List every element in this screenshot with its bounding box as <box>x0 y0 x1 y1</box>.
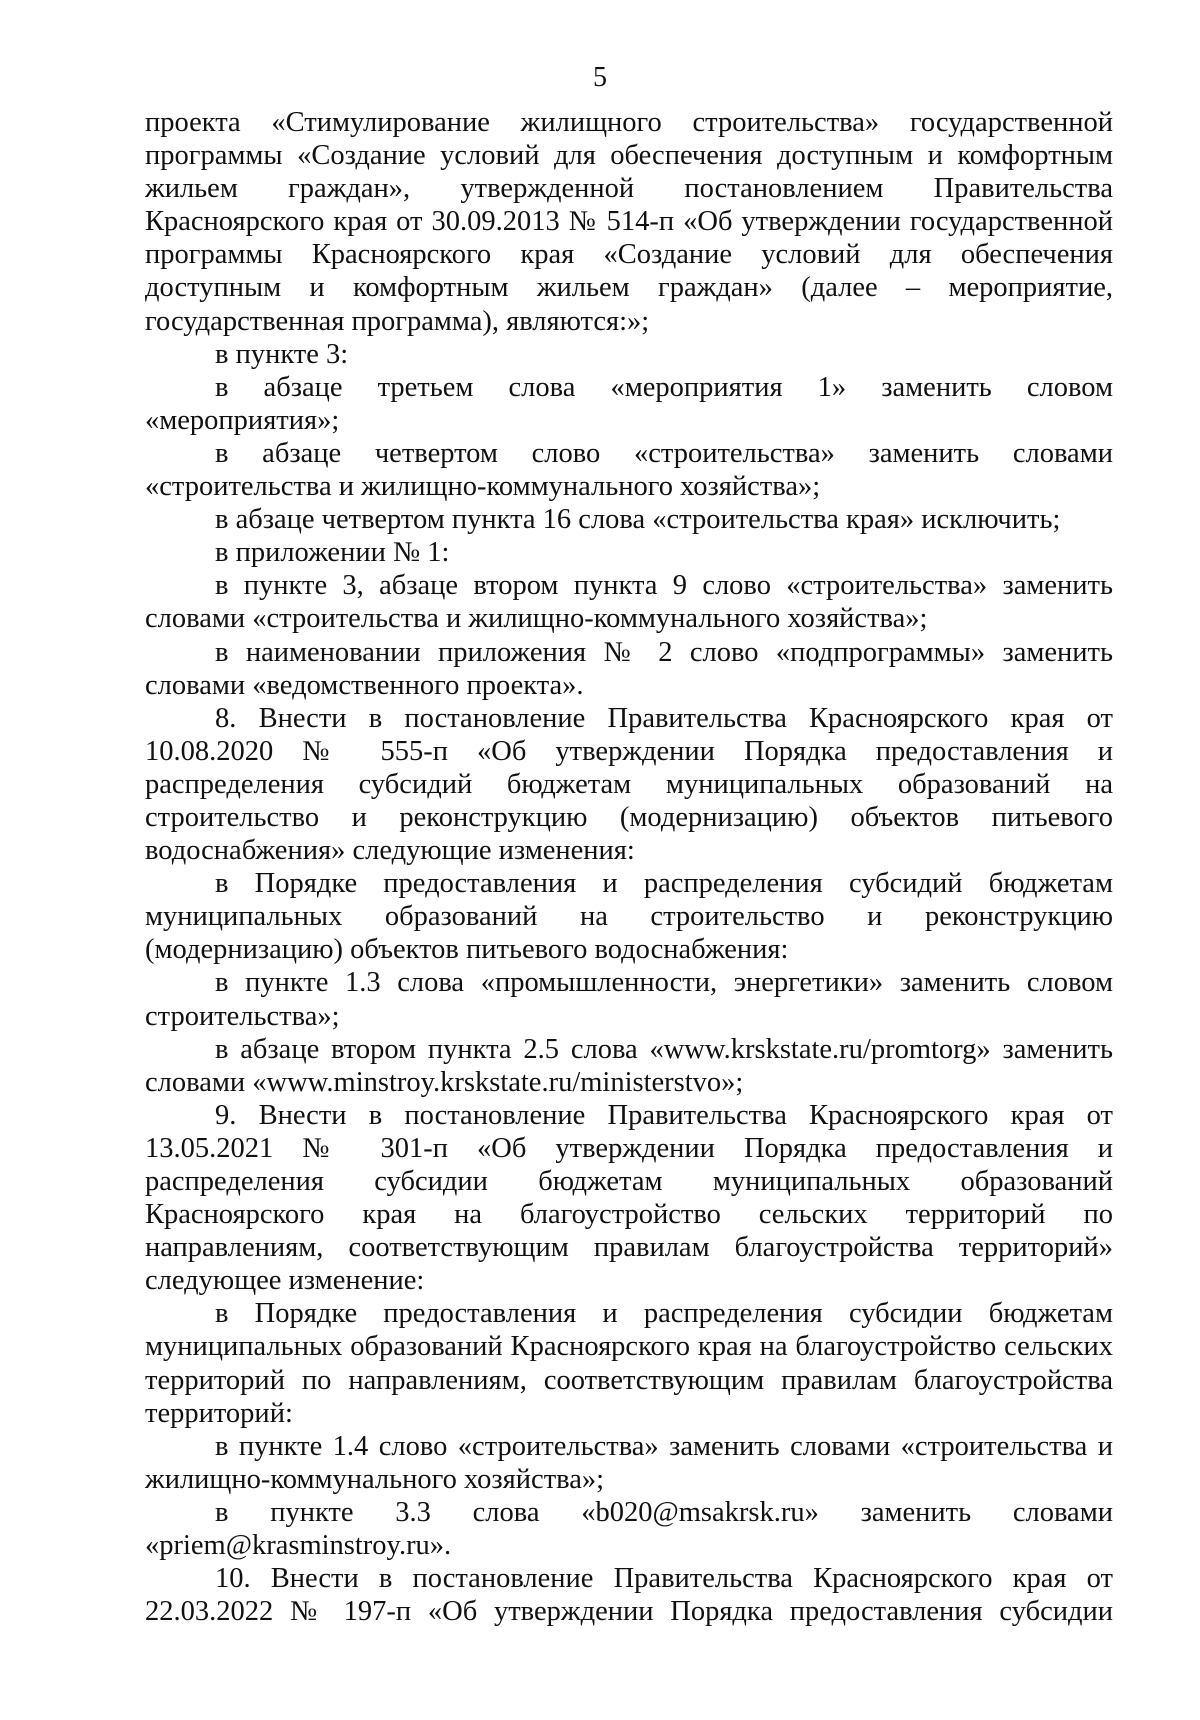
paragraph: в Порядке предоставления и распределения субсидий бюджетам муниципальных образований на строительство и реконструкцию (модернизацию) объектов питьевого водоснабжения: <box>145 868 1113 966</box>
paragraph: в пункте 3, абзаце втором пункта 9 слово «строительства» заменить словами «строительства и жилищно-коммунального хозяйства»; <box>145 570 1113 635</box>
paragraph: в пункте 1.4 слово «строительства» заменить словами «строительства и жилищно-коммунального хозяйства»; <box>145 1430 1113 1495</box>
paragraph: 8. Внести в постановление Правительства Красноярского края от 10.08.2020 № 555-п «Об утверждении Порядка предоставления и распределения субсидий бюджетам муниципальных образований на строительство и реконструкцию (модернизацию) объектов питьевого водоснабжения» следующие изменения: <box>145 702 1113 867</box>
paragraph: в абзаце втором пункта 2.5 слова «www.krskstate.ru/promtorg» заменить словами «www.minstroy.krskstate.ru/ministerstvo»; <box>145 1033 1113 1098</box>
paragraph: в пункте 1.3 слова «промышленности, энергетики» заменить словом строительства»; <box>145 967 1113 1032</box>
paragraph: в абзаце четвертом пункта 16 слова «строительства края» исключить; <box>215 504 1061 536</box>
page-number: 5 <box>593 62 607 93</box>
paragraph: в Порядке предоставления и распределения субсидии бюджетам муниципальных образований Красноярского края на благоустройство сельских территорий по направлениям, соответствующим правилам благоустройства территорий: <box>145 1298 1113 1429</box>
paragraph: 10. Внести в постановление Правительства Красноярского края от 22.03.2022 № 197-п «Об утверждении Порядка предоставления субсидии <box>145 1563 1113 1628</box>
paragraph: в абзаце третьем слова «мероприятия 1» заменить словом «мероприятия»; <box>145 371 1113 436</box>
paragraph: в пункте 3.3 слова «b020@msakrsk.ru» заменить словами «priem@krasminstroy.ru». <box>145 1496 1113 1562</box>
paragraph: в приложении № 1: <box>215 537 450 569</box>
document-body <box>145 106 1113 1628</box>
paragraph: в пункте 3: <box>215 338 349 370</box>
paragraph: в абзаце четвертом слово «строительства» заменить словами «строительства и жилищно-коммунального хозяйства»; <box>145 437 1113 503</box>
paragraph: в наименовании приложения № 2 слово «подпрограммы» заменить словами «ведомственного проекта». <box>145 636 1113 701</box>
paragraph: 9. Внести в постановление Правительства Красноярского края от 13.05.2021 № 301-п «Об утверждении Порядка предоставления и распределения субсидии бюджетам муниципальных образований Красноярского края на благоустройство сельских территорий по направлениям, соответствующим правилам благоустройства территорий» следующее изменение: <box>145 1099 1113 1297</box>
paragraph: проекта «Стимулирование жилищного строительства» государственной программы «Создание условий для обеспечения доступным и комфортным жильем граждан», утвержденной постановлением Правительства Красноярского края от 30.09.2013 № 514-п «Об утверждении государственной программы Красноярского края «Создание условий для обеспечения доступным и комфортным жильем граждан» (далее – мероприятие, государственная программа), являются:»; <box>145 107 1113 337</box>
